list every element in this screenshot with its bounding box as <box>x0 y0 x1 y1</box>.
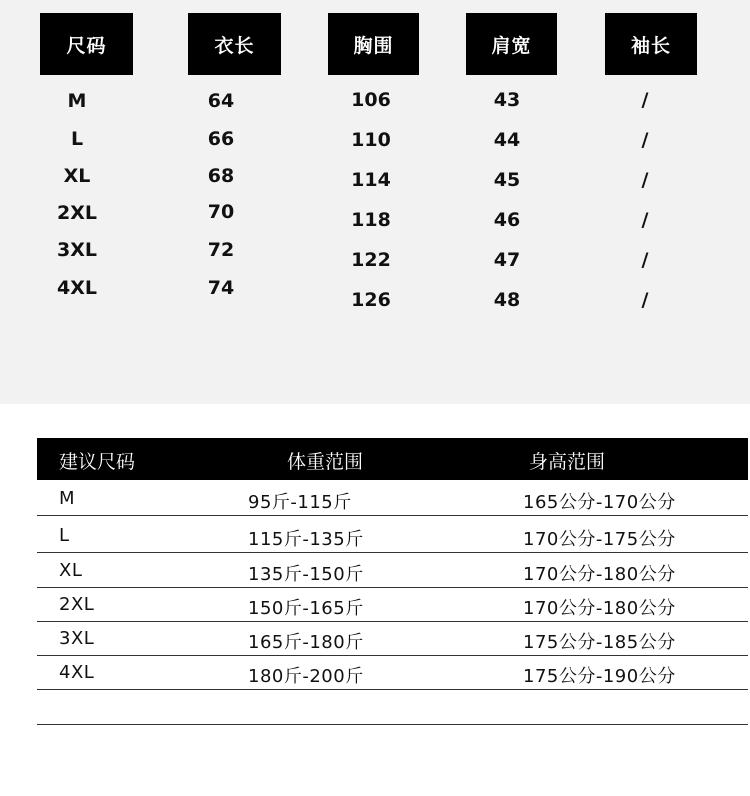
chest-cell: 126 <box>351 289 391 311</box>
shoulder-cell: 43 <box>493 89 521 111</box>
size-column <box>22 0 132 404</box>
shoulder-cell: 45 <box>493 169 521 191</box>
table-row <box>37 519 748 553</box>
sleeve-column <box>590 0 700 404</box>
row-height: 175公分-185公分 <box>523 632 676 653</box>
length-cell: 74 <box>207 277 235 299</box>
sleeve-cell: / <box>641 249 649 271</box>
length-cell: 64 <box>207 90 235 112</box>
chest-cell: 122 <box>351 249 391 271</box>
row-weight: 150斤-165斤 <box>248 598 364 619</box>
row-size: L <box>59 525 70 546</box>
header-recommended-size: 建议尺码 <box>59 451 136 473</box>
table-row <box>37 622 748 656</box>
row-size: XL <box>59 560 83 581</box>
size-cell: M <box>67 90 87 112</box>
sleeve-cell: / <box>641 129 649 151</box>
header-chest: 胸围 <box>328 13 419 75</box>
sleeve-cell: / <box>641 169 649 191</box>
row-height: 175公分-190公分 <box>523 666 676 687</box>
sleeve-cell: / <box>641 209 649 231</box>
header-size: 尺码 <box>40 13 133 75</box>
header-sleeve: 袖长 <box>605 13 697 75</box>
shoulder-cell: 47 <box>493 249 521 271</box>
chest-column <box>316 0 426 404</box>
chest-cell: 110 <box>351 129 391 151</box>
shoulder-column <box>452 0 562 404</box>
chest-cell: 106 <box>351 89 391 111</box>
header-height-range: 身高范围 <box>529 451 606 473</box>
length-cell: 72 <box>207 239 235 261</box>
row-height: 170公分-180公分 <box>523 564 676 585</box>
row-size: 4XL <box>59 662 95 683</box>
row-size: 2XL <box>59 594 95 615</box>
size-cell: 4XL <box>57 277 97 299</box>
recommend-table-header <box>37 438 748 480</box>
table-row <box>37 656 748 690</box>
length-column <box>166 0 276 404</box>
sleeve-cell: / <box>641 89 649 111</box>
shoulder-cell: 44 <box>493 129 521 151</box>
size-cell: XL <box>63 165 91 187</box>
header-shoulder: 肩宽 <box>466 13 557 75</box>
header-weight-range: 体重范围 <box>287 451 364 473</box>
length-cell: 66 <box>207 128 235 150</box>
row-weight: 135斤-150斤 <box>248 564 364 585</box>
shoulder-cell: 48 <box>493 289 521 311</box>
row-weight: 95斤-115斤 <box>248 492 352 513</box>
table-bottom-divider <box>37 724 748 725</box>
table-row <box>37 588 748 622</box>
size-cell: 3XL <box>57 239 97 261</box>
row-weight: 165斤-180斤 <box>248 632 364 653</box>
length-cell: 68 <box>207 165 235 187</box>
shoulder-cell: 46 <box>493 209 521 231</box>
row-height: 165公分-170公分 <box>523 492 676 513</box>
row-height: 170公分-180公分 <box>523 598 676 619</box>
row-weight: 115斤-135斤 <box>248 529 364 550</box>
size-cell: L <box>70 128 84 150</box>
size-cell: 2XL <box>57 202 97 224</box>
row-size: 3XL <box>59 628 95 649</box>
sleeve-cell: / <box>641 289 649 311</box>
table-row <box>37 554 748 588</box>
header-length: 衣长 <box>188 13 281 75</box>
row-weight: 180斤-200斤 <box>248 666 364 687</box>
table-row <box>37 482 748 516</box>
chest-cell: 114 <box>351 169 391 191</box>
row-height: 170公分-175公分 <box>523 529 676 550</box>
row-size: M <box>59 488 76 509</box>
chest-cell: 118 <box>351 209 391 231</box>
length-cell: 70 <box>207 201 235 223</box>
